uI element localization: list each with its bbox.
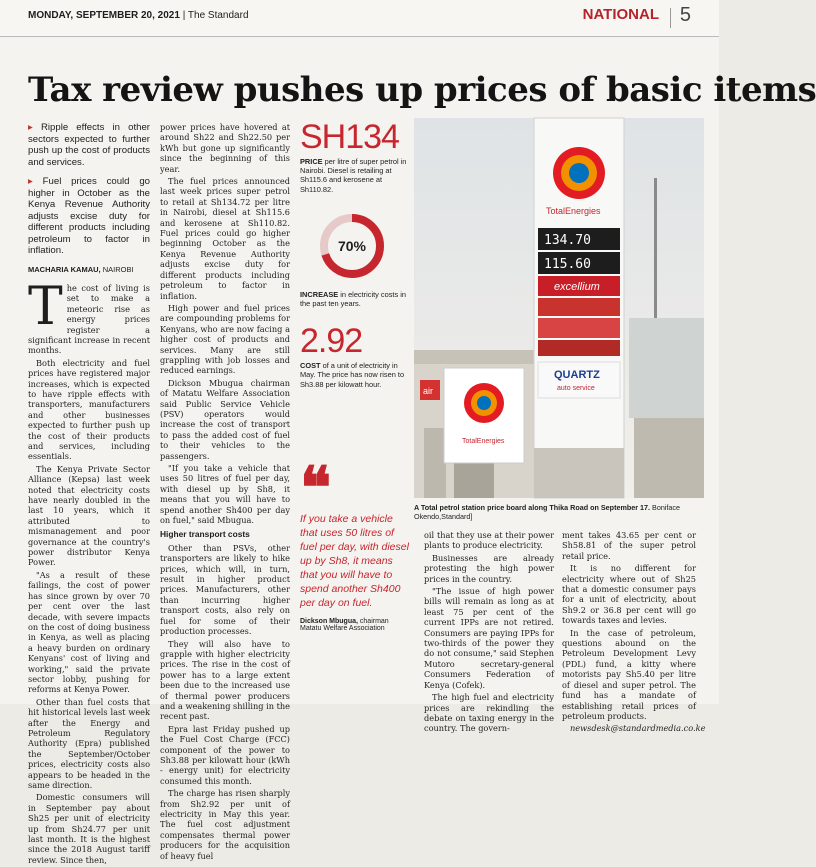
quote-mark-icon: ❝ xyxy=(300,454,332,522)
paragraph: "If you take a vehicle that uses 50 litres of fuel per day, with diesel up by Sh8, it means that you will have to spend another Sh400 per day on fuel," said Mbugua. xyxy=(160,463,290,526)
paragraph: Both electricity and fuel prices have registered major increases, which is expected to have ripple effects with transporters, manufacturers and other businesses expected to further push up the cost of their products and services, including essentials. xyxy=(28,357,150,462)
byline: MACHARIA KAMAU, NAIROBI xyxy=(28,264,134,274)
quote-text: If you take a vehicle that uses 50 litres of fuel per day, with diesel up by Sh8, it means that you will have to spend another Sh400 per day on fuel. xyxy=(300,513,409,609)
subheading: Higher transport costs xyxy=(160,529,250,540)
paragraph: ment takes 43.65 per cent or Sh58.81 of the super petrol retail price. xyxy=(562,530,696,561)
paragraph: High power and fuel prices are compounding problems for Kenyans, who are now facing a higher cost of products and services. Many are still grappling with job losses and reduced earnings. xyxy=(160,302,290,376)
quartz-sign: QUARTZ xyxy=(554,369,600,381)
page-header xyxy=(0,0,719,37)
price-board-2: 115.60 xyxy=(544,257,591,272)
stats-sidebar xyxy=(300,118,410,389)
header-divider xyxy=(670,8,671,28)
lead-paragraph: The cost of living is set to make a meteoric rise as energy prices register a significant increase in recent months. xyxy=(28,276,150,356)
petrol-station-photo xyxy=(414,118,704,498)
page-number: 5 xyxy=(679,4,691,26)
paragraph: The fuel prices announced last week prices super petrol to retail at Sh134.72 per litre in Nairobi, diesel at Sh115.6 and kerosene at Sh110.82. Fuel prices could go higher beginning October as the Kenya Revenue Authority adjusts excise duty for different products including petroleum to factor in inflation. xyxy=(160,176,290,301)
paragraph: Domestic consumers will in September pay about Sh25 per unit of electricity up from Sh24.77 per unit last month. It is the highest since the 2018 August tariff review. Since then, xyxy=(28,792,150,865)
price-figure: SH134 xyxy=(300,118,399,156)
paragraph: power prices have hovered at around Sh22 and Sh22.50 per kWh but gone up significantly since the beginning of this year. xyxy=(160,122,290,174)
cost-caption: COST of a unit of electricity in May. The price has now risen to Sh3.88 per kilowatt hour. xyxy=(300,361,405,389)
paragraph: They will also have to grapple with higher electricity prices. The rise in the cost of power has to a large extent been due to the increased use of thermal power producers and a weakening shilling in the recent past. xyxy=(160,638,291,722)
bullet-1: ▸ Ripple effects in other sectors expected to further push up the cost of products and services. xyxy=(28,122,151,168)
price-board-1: 134.70 xyxy=(544,233,591,248)
paragraph: In the case of petroleum, questions abound on the Petroleum Development Levy (PDL) fund, a kitty where motorists pay Sh5.40 per litre of diesel and super petrol. The fund has a mandate of establishing retail prices of petroleum products. xyxy=(562,627,696,721)
email-contact: newsdesk@standardmedia.co.ke xyxy=(570,723,706,734)
excellium-sign: excellium xyxy=(554,281,600,293)
paragraph: The Kenya Private Sector Alliance (Kepsa) last week noted that electricity costs have nearly doubled in the last 10 years, which it attributed to mismanagement and poor governance at the country's power distributor Kenya Power. xyxy=(28,463,150,568)
paragraph: Dickson Mbugua chairman of Matatu Welfare Association said Public Service Vehicle (PSV) operators would increase the cost of transport to pass the added cost of fuel to their vehicles to the passengers. xyxy=(160,377,290,461)
header-dateline: MONDAY, SEPTEMBER 20, 2021 | The Standard xyxy=(28,10,249,21)
cost-figure: 2.92 xyxy=(300,322,363,361)
paragraph: Other than PSVs, other transporters are likely to hike prices, which will, in turn, result in higher product prices. Manufacturers, other than incurring higher transport costs, also rely on fuel for some of their production processes. xyxy=(160,542,290,637)
pylon-brand: TotalEnergies xyxy=(546,206,601,216)
paragraph: "As a result of these failings, the cost of power has since grown by over 70 per cent over the last decade, with severe impacts on the cost of doing business in Kenya, as well as placing a heavy burden on ordinary Kenyans' cost of living and working," said the private sector lobby, pushing for reforms at Kenya Power. xyxy=(28,569,150,695)
donut-label: 70% xyxy=(337,237,367,254)
column-1 xyxy=(28,122,150,867)
column-3 xyxy=(424,530,554,736)
pull-quote xyxy=(300,454,410,632)
paragraph: Businesses are already protesting the high power prices in the country. xyxy=(424,552,554,584)
paragraph: It is no different for electricity where out of Sh25 that a domestic consumer pays for a unit of electricity, about Sh9.2 or 36.8 per cent will go towards taxes and levies. xyxy=(562,563,696,626)
column-2 xyxy=(160,122,290,863)
increase-donut-chart xyxy=(316,210,388,282)
paragraph: Epra last Friday pushed up the Fuel Cost Charge (FCC) component of the power to Sh3.88 per kilowatt hour (kWh - energy unit) for electricity consumed this month. xyxy=(160,723,290,786)
quartz-subtext: auto service xyxy=(557,385,595,392)
price-caption: PRICE per litre of super petrol in Nairobi. Diesel is retailing at Sh115.6 and kerosene at Sh110.82. xyxy=(300,157,407,194)
increase-caption: INCREASE in electricity costs in the past ten years. xyxy=(300,289,406,309)
paragraph: oil that they use at their power plants to produce electricity. xyxy=(424,530,554,551)
paragraph: Other than fuel costs that hit historical levels last week after the Energy and Petroleum Regulatory Authority (Epra) published the September/October prices, electricity costs also appears to be headed in the same direction. xyxy=(28,696,150,790)
paragraph: The high fuel and electricity prices are rekindling the debate on taxing energy in the country. The govern- xyxy=(424,692,554,734)
paragraph: The charge has risen sharply from Sh2.92 per unit of electricity in May this year. The fuel cost adjustment compensates thermal power producers for the acquisition of heavy fuel xyxy=(160,788,290,861)
photo-illustration xyxy=(414,118,704,498)
section-name: NATIONAL xyxy=(582,6,659,23)
headline: Tax review pushes up prices of basic items xyxy=(28,70,816,110)
photo-caption: A Total petrol station price board along Thika Road on September 17. Boniface Okendo,Standard] xyxy=(414,503,681,521)
small-sign-brand: TotalEnergies xyxy=(462,438,505,445)
air-sign: air xyxy=(423,386,434,396)
quote-author: Dickson Mbugua, chairman Matatu Welfare Association xyxy=(300,618,389,632)
bullet-2: ▸ Fuel prices could go higher in October as the Kenya Revenue Authority adjusts excise duty for different products including petroleum to factor in inflation. xyxy=(28,176,151,256)
paragraph: "The issue of high power bills will remain as long as at least 75 per cent of the current IPPs are not retired. Consumers are paying IPPs for two-thirds of the power they do not consume," said Stephen Mutoro secretary-general Consumers Federation of Kenya (Cofek). xyxy=(424,586,554,690)
column-4 xyxy=(562,530,706,736)
